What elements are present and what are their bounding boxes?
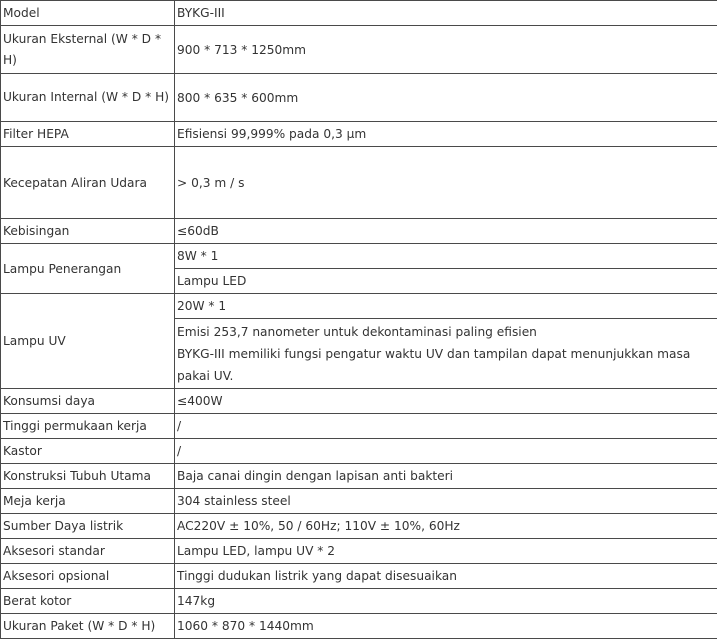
row-value: 1060 * 870 * 1440mm xyxy=(175,614,717,639)
row-value: Tinggi dudukan listrik yang dapat disesuaikan xyxy=(175,564,717,589)
table-row xyxy=(1,614,717,639)
row-label: Aksesori standar xyxy=(1,539,175,564)
table-row xyxy=(1,147,717,219)
row-value: > 0,3 m / s xyxy=(175,147,717,219)
row-value: / xyxy=(175,439,717,464)
row-value: Efisiensi 99,999% pada 0,3 μm xyxy=(175,122,717,147)
row-label: Lampu UV xyxy=(1,294,175,389)
row-label: Konsumsi daya xyxy=(1,389,175,414)
table-row xyxy=(1,1,717,26)
row-label: Filter HEPA xyxy=(1,122,175,147)
row-label: Berat kotor xyxy=(1,589,175,614)
table-row xyxy=(1,219,717,244)
uv-timer-text: BYKG-III memiliki fungsi pengatur waktu UV dan tampilan dapat menunjukkan masa pakai UV. xyxy=(177,343,715,387)
row-label: Kastor xyxy=(1,439,175,464)
table-row xyxy=(1,122,717,147)
row-label: Lampu Penerangan xyxy=(1,244,175,294)
table-row xyxy=(1,489,717,514)
row-value: 147kg xyxy=(175,589,717,614)
row-label: Ukuran Paket (W * D * H) xyxy=(1,614,175,639)
table-row xyxy=(1,589,717,614)
table-row xyxy=(1,564,717,589)
row-value: Lampu LED xyxy=(175,269,717,294)
table-row xyxy=(1,464,717,489)
table-row xyxy=(1,74,717,122)
row-label: Konstruksi Tubuh Utama xyxy=(1,464,175,489)
table-row xyxy=(1,414,717,439)
row-label: Model xyxy=(1,1,175,26)
table-row xyxy=(1,439,717,464)
uv-emission-text: Emisi 253,7 nanometer untuk dekontaminasi paling efisien xyxy=(177,321,715,343)
row-label: Kebisingan xyxy=(1,219,175,244)
table-row xyxy=(1,26,717,74)
table-row xyxy=(1,539,717,564)
row-value: ≤60dB xyxy=(175,219,717,244)
row-value: BYKG-III xyxy=(175,1,717,26)
row-value: AC220V ± 10%, 50 / 60Hz; 110V ± 10%, 60Hz xyxy=(175,514,717,539)
row-value: Baja canai dingin dengan lapisan anti bakteri xyxy=(175,464,717,489)
row-label: Ukuran Eksternal (W * D * H) xyxy=(1,26,175,74)
row-label: Kecepatan Aliran Udara xyxy=(1,147,175,219)
row-label: Ukuran Internal (W * D * H) xyxy=(1,74,175,122)
table-row xyxy=(1,514,717,539)
row-value: 304 stainless steel xyxy=(175,489,717,514)
row-value: 20W * 1 xyxy=(175,294,717,319)
row-value: 8W * 1 xyxy=(175,244,717,269)
row-label: Meja kerja xyxy=(1,489,175,514)
row-value: Lampu LED, lampu UV * 2 xyxy=(175,539,717,564)
table-row xyxy=(1,244,717,269)
row-value xyxy=(175,319,717,389)
row-value: 900 * 713 * 1250mm xyxy=(175,26,717,74)
row-value: ≤400W xyxy=(175,389,717,414)
table-row xyxy=(1,389,717,414)
row-label: Aksesori opsional xyxy=(1,564,175,589)
table-row xyxy=(1,294,717,319)
row-label: Tinggi permukaan kerja xyxy=(1,414,175,439)
row-value: / xyxy=(175,414,717,439)
row-value: 800 * 635 * 600mm xyxy=(175,74,717,122)
row-label: Sumber Daya listrik xyxy=(1,514,175,539)
